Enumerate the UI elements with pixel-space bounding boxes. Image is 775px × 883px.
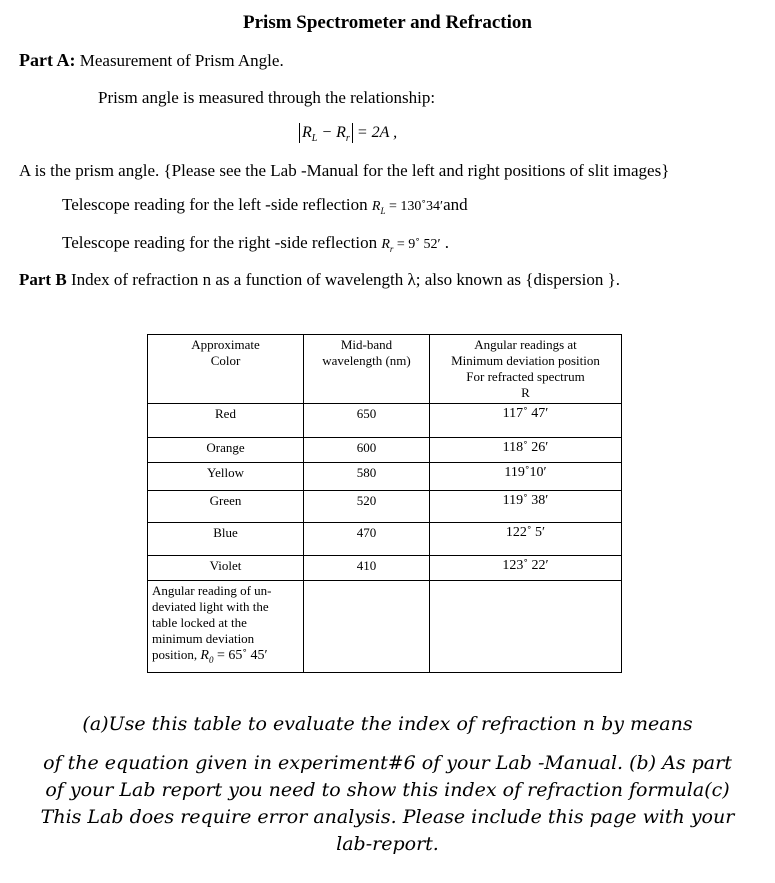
cell-reading: 123˚ 22′ — [430, 556, 622, 581]
cell-wavelength: 470 — [304, 523, 430, 556]
table-row — [148, 523, 622, 556]
rr-symbol: R — [336, 124, 346, 141]
part-b-text: Index of refraction n as a function of wavelength λ; also known as {dispersion }. — [70, 270, 620, 289]
relationship-intro: Prism angle is measured through the relationship: — [98, 88, 436, 107]
cell-color: Violet — [148, 556, 304, 581]
table-row — [148, 463, 622, 491]
cell-color: Yellow — [148, 463, 304, 491]
prism-angle-equation — [299, 123, 397, 143]
part-a-label: Part A: — [19, 50, 76, 70]
instruction-line: lab-report. — [336, 833, 439, 855]
rr-sub: r — [345, 133, 350, 145]
instruction-line: (a)Use this table to evaluate the index of refraction n by means — [82, 713, 693, 735]
equation-rhs: = 2A , — [352, 124, 398, 141]
header-reading: Angular readings at Minimum deviation position For refracted spectrum R — [430, 335, 622, 404]
instruction-line: This Lab does require error analysis. Please include this page with your — [40, 806, 735, 828]
prism-angle-explanation: A is the prism angle. {Please see the Lab -Manual for the left and right positions of slit images} — [19, 161, 670, 180]
table-row — [148, 556, 622, 581]
absolute-value — [299, 123, 353, 143]
right-reading-suffix: . — [440, 233, 450, 252]
cell-reading: 118˚ 26′ — [430, 438, 622, 463]
left-reading-line — [62, 195, 468, 216]
right-reading-text: Telescope reading for the right -side reflection — [62, 233, 378, 252]
cell-reading: 122˚ 5′ — [430, 523, 622, 556]
rl-symbol: R — [302, 124, 312, 141]
cell-color: Red — [148, 404, 304, 438]
page-title: Prism Spectrometer and Refraction — [243, 12, 532, 33]
part-b-heading — [19, 270, 620, 290]
cell-color: Orange — [148, 438, 304, 463]
header-wavelength: Mid-band wavelength (nm) — [304, 335, 430, 404]
cell-color: Blue — [148, 523, 304, 556]
cell-color: Green — [148, 491, 304, 523]
cell-wavelength: 650 — [304, 404, 430, 438]
undeviated-row — [148, 581, 622, 673]
cell-wavelength: 410 — [304, 556, 430, 581]
undeviated-reading-empty — [430, 581, 622, 673]
cell-reading: 119˚10′ — [430, 463, 622, 491]
part-b-label: Part B — [19, 270, 67, 289]
undeviated-label: Angular reading of un- deviated light with the table locked at the minimum deviation position, $R_0$ = 65˚ 45′ — [148, 581, 304, 673]
right-reading-value: $R_r$ = 9˚ 52′ — [381, 237, 441, 254]
undeviated-wavelength-empty — [304, 581, 430, 673]
cell-reading: 119˚ 38′ — [430, 491, 622, 523]
left-reading-text: Telescope reading for the left -side reflection — [62, 195, 368, 214]
left-reading-value: $R_L$ = 130˚34′ — [371, 199, 444, 216]
table-row — [148, 491, 622, 523]
minus-sign: − — [317, 124, 337, 141]
header-color: Approximate Color — [148, 335, 304, 404]
table-header-row — [148, 335, 622, 404]
cell-wavelength: 520 — [304, 491, 430, 523]
dispersion-table — [147, 334, 622, 673]
part-a-heading — [19, 50, 284, 71]
table-row — [148, 404, 622, 438]
part-a-text: Measurement of Prism Angle. — [79, 51, 284, 70]
left-reading-suffix: and — [443, 195, 468, 214]
instruction-line: of your Lab report you need to show this index of refraction formula(c) — [45, 779, 730, 801]
cell-reading: 117˚ 47′ — [430, 404, 622, 438]
table-row — [148, 438, 622, 463]
rl-sub: L — [311, 133, 318, 145]
instruction-line: of the equation given in experiment#6 of your Lab -Manual. (b) As part — [43, 752, 732, 774]
right-reading-line — [62, 233, 449, 254]
cell-wavelength: 600 — [304, 438, 430, 463]
cell-wavelength: 580 — [304, 463, 430, 491]
